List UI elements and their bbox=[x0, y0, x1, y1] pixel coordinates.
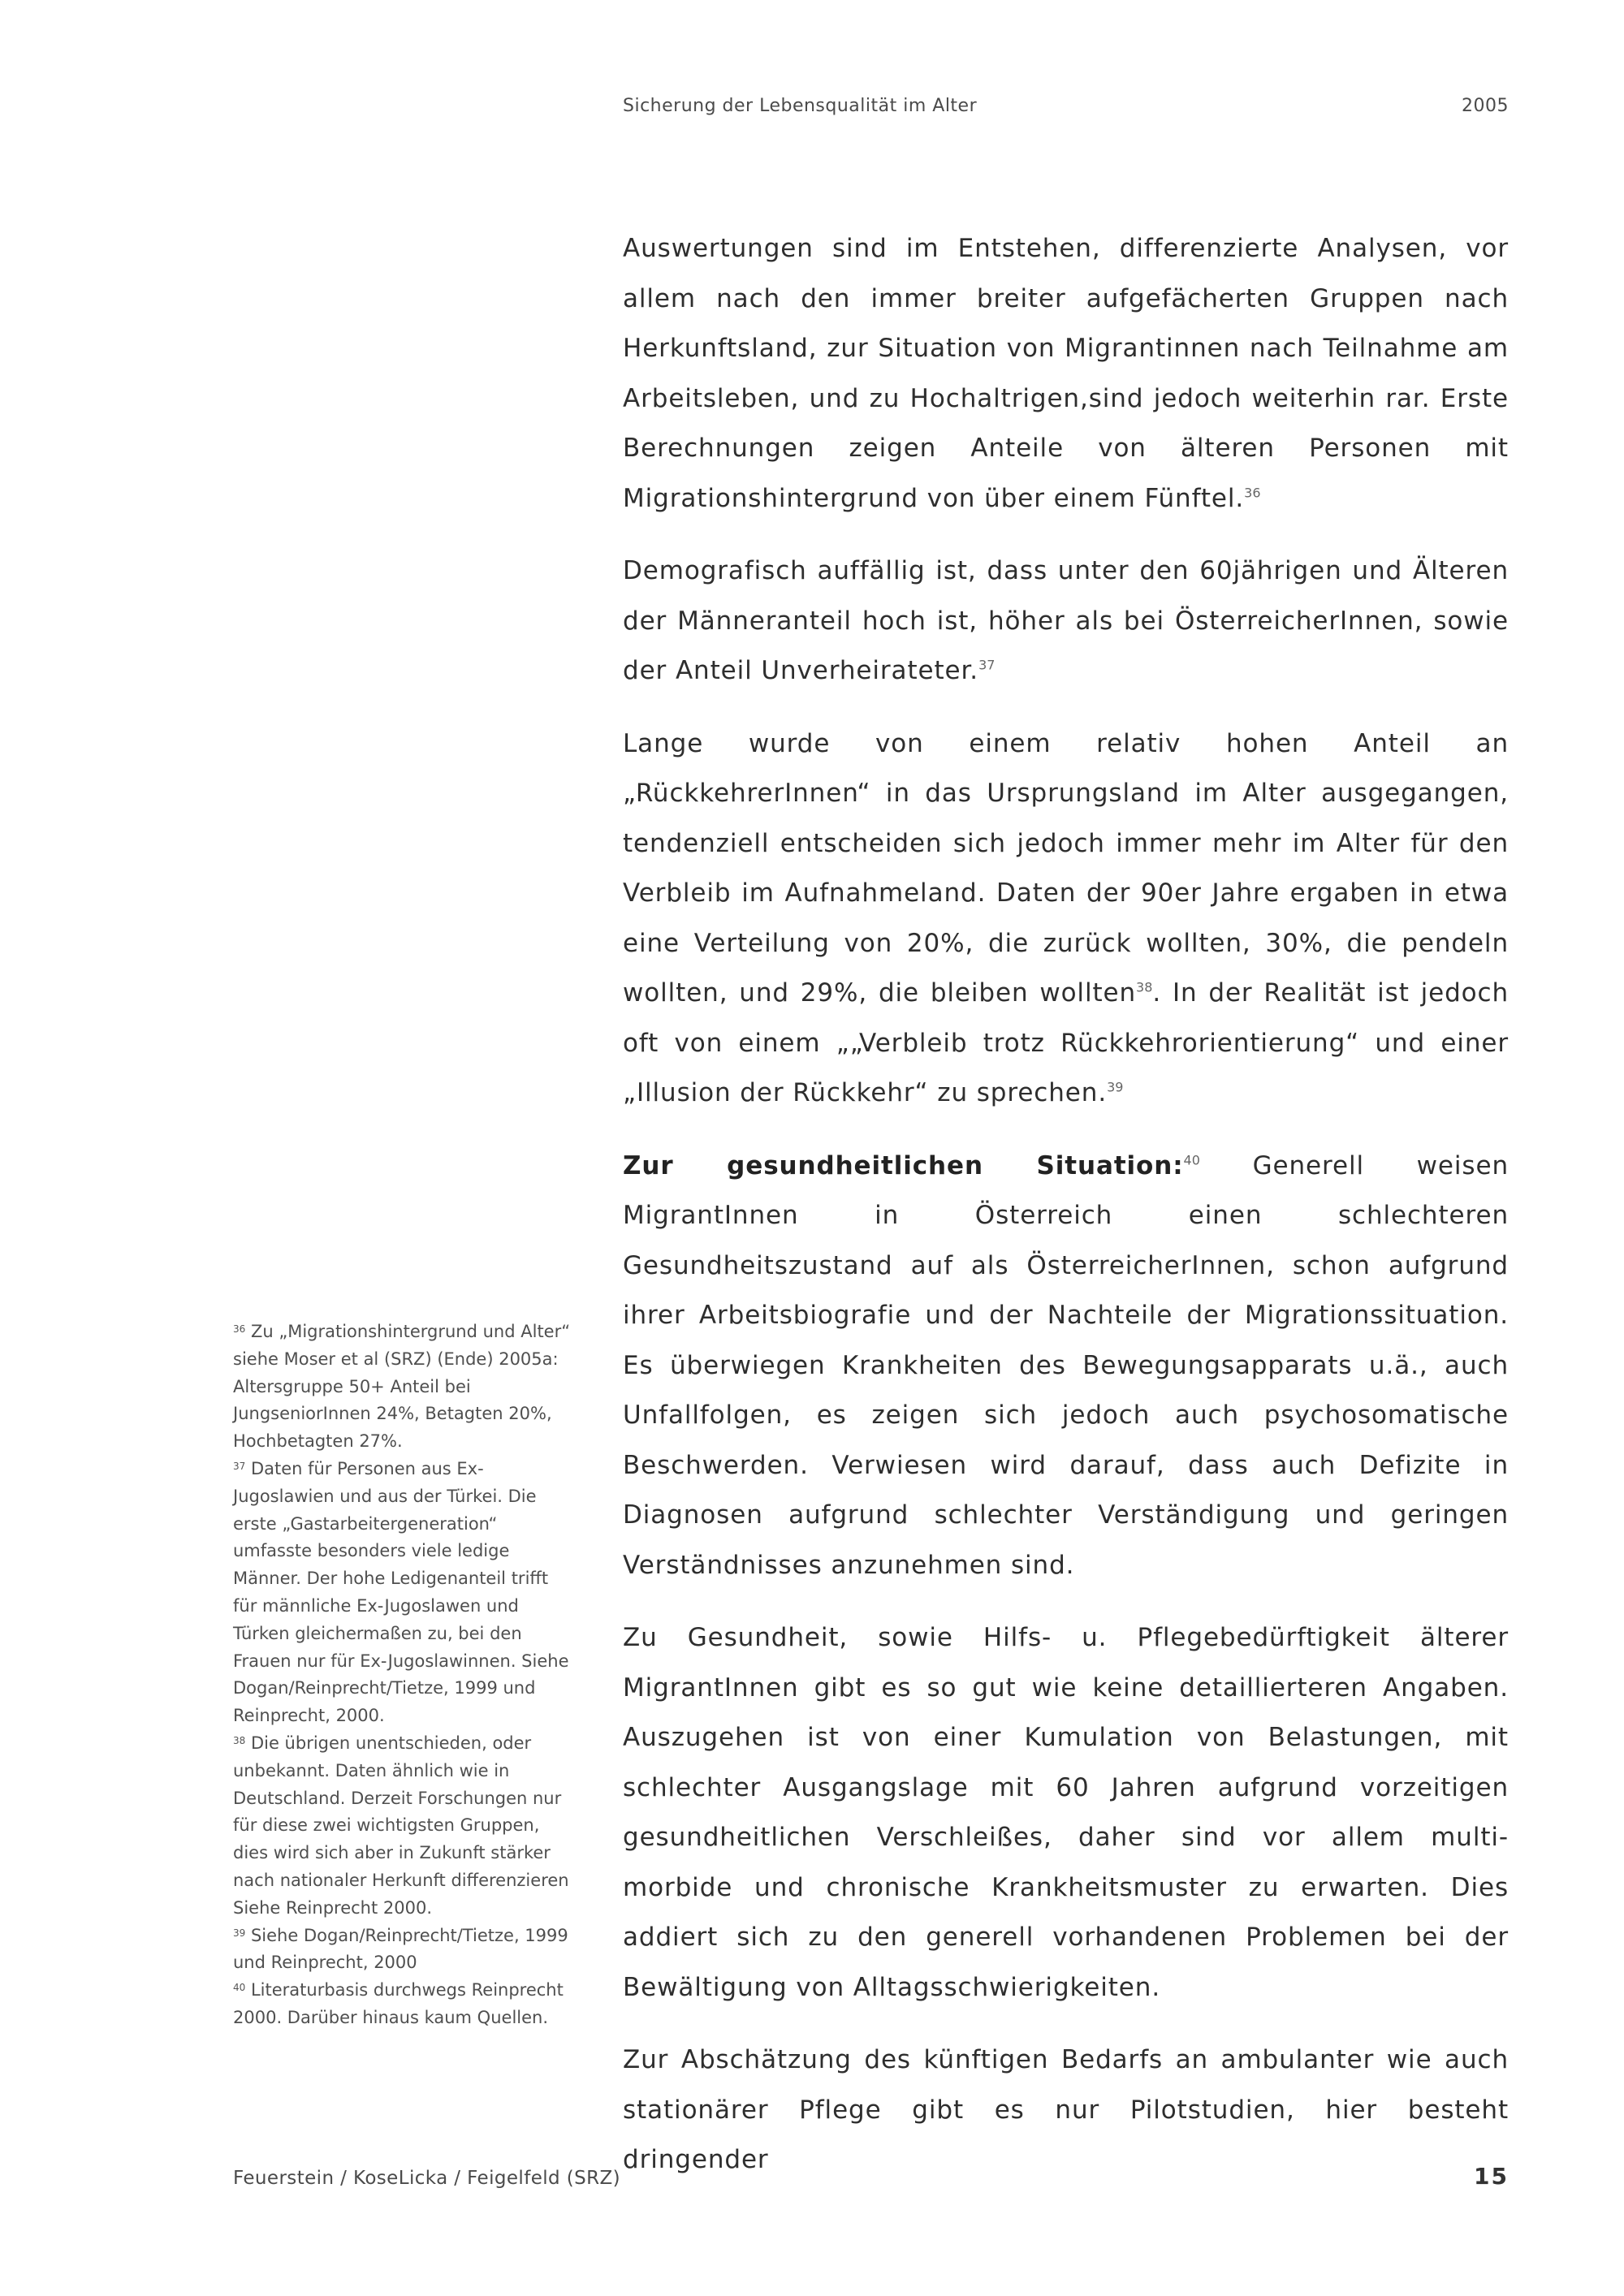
footnote-text: Siehe Dogan/Reinprecht/Tietze, 1999 und Reinprecht, 2000 bbox=[233, 1925, 568, 1973]
page-number: 15 bbox=[1474, 2163, 1509, 2190]
footnote-text: Daten für Personen aus Ex-Jugoslawien und aus der Türkei. Die erste „Gastarbeitergeneration“ umfasste besonders viele ledige Männer. Der hohe Ledigenanteil trifft für männliche Ex-Jugoslawen und Türken gleichermaßen zu, bei den Frauen nur für Ex-Jugoslawinnen. Siehe Dogan/Reinprecht/Tietze, 1999 und Reinprecht, 2000. bbox=[233, 1458, 569, 1726]
footnote-number: 38 bbox=[233, 1734, 246, 1746]
footnote-36 bbox=[233, 1318, 574, 1456]
footnote-38 bbox=[233, 1730, 574, 1923]
footnotes-sidebar bbox=[233, 1318, 574, 2032]
paragraph-4 bbox=[623, 1142, 1509, 1591]
footnote-number: 36 bbox=[233, 1323, 246, 1335]
footnote-39 bbox=[233, 1923, 574, 1978]
paragraph-1-text: Auswertungen sind im Entstehen, differenzierte Analysen, vor allem nach den immer breiter aufgefächerten Gruppen nach Herkunftsland, zur Situation von Migrantinnen nach Teilnahme am Arbeitsleben, und zu Hochaltrigen,sind jedoch weiterhin rar. Erste Berechnungen zeigen Anteile von älteren Personen mit Migrationshintergrund von über einem Fünftel. bbox=[623, 234, 1509, 513]
running-header-year: 2005 bbox=[1462, 96, 1509, 116]
paragraph-2-text: Demografisch auffällig ist, dass unter den 60jährigen und Älteren der Männeranteil hoch ist, höher als bei ÖsterreicherInnen, sowie der Anteil Unverheirateter. bbox=[623, 556, 1509, 685]
paragraph-6 bbox=[623, 2035, 1509, 2186]
footnote-40 bbox=[233, 1977, 574, 2032]
footnote-ref-39: 39 bbox=[1107, 1079, 1124, 1095]
footnote-ref-37: 37 bbox=[978, 657, 996, 673]
paragraph-3-text-a: Lange wurde von einem relativ hohen Anteil an „RückkehrerInnen“ in das Ursprungsland im Alter ausgegangen, tendenziell entscheiden sich jedoch immer mehr im Alter für den Verbleib im Aufnahmeland. Daten der 90er Jahre ergaben in etwa eine Verteilung von 20%, die zurück wollten, 30%, die pendeln wollten, und 29%, die bleiben wollten bbox=[623, 728, 1509, 1008]
paragraph-6-text: Zur Abschätzung des künftigen Bedarfs an ambulanter wie auch stationärer Pflege gibt es nur Pilotstudien, hier besteht dringender bbox=[623, 2045, 1509, 2174]
section-heading-health: Zur gesundheitlichen Situation: bbox=[623, 1150, 1184, 1180]
footnote-text: Literaturbasis durchwegs Reinprecht 2000. Darüber hinaus kaum Quellen. bbox=[233, 1980, 564, 2027]
footnote-number: 37 bbox=[233, 1460, 246, 1472]
paragraph-3-text-b: . In der Realität ist jedoch oft von einem „„Verbleib trotz Rückkehrorientierung“ und einer „Illusion der Rückkehr“ zu sprechen. bbox=[623, 978, 1510, 1107]
footnote-ref-38: 38 bbox=[1136, 979, 1153, 995]
main-text-column bbox=[623, 224, 1509, 2208]
footnote-37 bbox=[233, 1456, 574, 1730]
footnote-text: Zu „Migrationshintergrund und Alter“ siehe Moser et al (SRZ) (Ende) 2005a: Altersgruppe 50+ Anteil bei JungseniorInnen 24%, Betagten 20%, Hochbetagten 27%. bbox=[233, 1322, 571, 1452]
footnote-ref-36: 36 bbox=[1244, 485, 1261, 501]
footnote-number: 40 bbox=[233, 1982, 246, 1994]
footnote-text: Die übrigen unentschieden, oder unbekannt. Daten ähnlich wie in Deutschland. Derzeit Forschungen nur für diese zwei wichtigsten Gruppen, dies wird sich aber in Zukunft stärker nach nationaler Herkunft differenzieren Siehe Reinprecht 2000. bbox=[233, 1733, 569, 1918]
paragraph-3 bbox=[623, 719, 1509, 1119]
paragraph-2 bbox=[623, 546, 1509, 697]
footnote-number: 39 bbox=[233, 1927, 246, 1939]
paragraph-5 bbox=[623, 1613, 1509, 2013]
paragraph-1 bbox=[623, 224, 1509, 524]
footnote-ref-40: 40 bbox=[1183, 1152, 1200, 1168]
running-header-title: Sicherung der Lebensqualität im Alter bbox=[623, 96, 978, 116]
paragraph-5-text: Zu Gesundheit, sowie Hilfs- u. Pflegebedürftigkeit älterer MigrantInnen gibt es so gut wie keine detaillierteren Angaben. Auszugehen ist von einer Kumulation von Belastungen, mit schlechter Ausgangslage mit 60 Jahren aufgrund vorzeitigen gesundheitlichen Verschleißes, daher sind vor allem multi-morbide und chronische Krankheitsmuster zu erwarten. Dies addiert sich zu den generell vorhandenen Problemen bei der Bewältigung von Alltagsschwierigkeiten. bbox=[623, 1623, 1509, 2002]
footer-authors: Feuerstein / KoseLicka / Feigelfeld (SRZ) bbox=[233, 2168, 621, 2189]
paragraph-4-text: Generell weisen MigrantInnen in Österreich einen schlechteren Gesundheitszustand auf als ÖsterreicherInnen, schon aufgrund ihrer Arbeitsbiografie und der Nachteile der Migrationssituation. Es überwiegen Krankheiten des Bewegungsapparats u.ä., auch Unfallfolgen, es zeigen sich jedoch auch psychosomatische Beschwerden. Verwiesen wird darauf, dass auch Defizite in Diagnosen aufgrund schlechter Verständigung und geringen Verständnisses anzunehmen sind. bbox=[623, 1150, 1509, 1580]
